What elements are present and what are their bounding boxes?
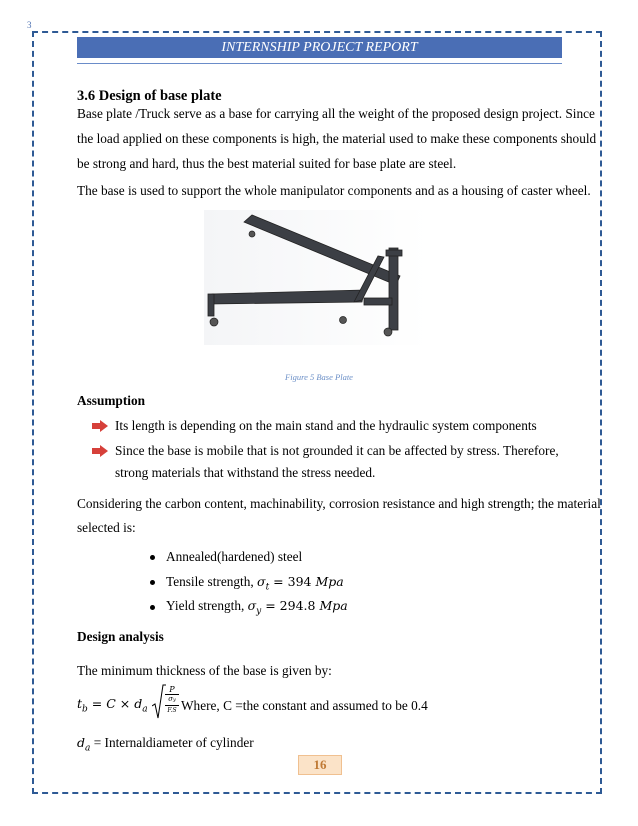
corner-mark: 3: [27, 20, 32, 30]
fraction-denominator: F.S: [165, 705, 179, 715]
subscript: a: [85, 743, 91, 754]
paragraph-line: Base plate /Truck serve as a base for carrying all the weight of the proposed design project. Since: [77, 106, 595, 121]
subscript: y: [172, 697, 176, 703]
paragraph: The base is used to support the whole manipulator components and as a housing of caster wheel.: [77, 183, 591, 198]
page-number: 16: [298, 755, 342, 775]
diameter-definition: [77, 735, 254, 757]
fraction-middle: [165, 694, 179, 705]
design-analysis-heading: Design analysis: [77, 629, 164, 644]
bullet-dot: [150, 555, 155, 560]
formula-symbol: t: [77, 696, 83, 711]
value: = 294.8: [261, 598, 320, 613]
arrow-bullet-icon: [92, 420, 108, 432]
report-header: INTERNSHIP PROJECT REPORT: [77, 37, 562, 58]
subscript: b: [82, 704, 88, 715]
sigma-symbol: σ: [247, 598, 257, 613]
assumption-item: Since the base is mobile that is not grounded it can be affected by stress. Therefore,: [115, 443, 559, 458]
section-heading: 3.6 Design of base plate: [77, 88, 222, 104]
formula-symbol: d: [77, 735, 86, 750]
unit: Mpa: [315, 574, 344, 589]
unit: Mpa: [319, 598, 348, 613]
arrow-bullet-icon: [92, 445, 108, 457]
paragraph-line: selected is:: [77, 520, 136, 535]
formula-expression: = C × d: [87, 696, 143, 711]
material-item: [166, 574, 344, 596]
bullet-dot: [150, 580, 155, 585]
subscript: a: [142, 704, 148, 715]
thickness-formula: [77, 696, 148, 726]
paragraph-line: Considering the carbon content, machinability, corrosion resistance and high strength; the material: [77, 496, 601, 511]
formula-fraction: [165, 685, 179, 715]
bullet-dot: [150, 605, 155, 610]
paragraph: The minimum thickness of the base is given by:: [77, 663, 332, 678]
value: = 394: [269, 574, 316, 589]
header-rule: [77, 63, 562, 64]
formula-explanation: Where, C =the constant and assumed to be 0.4: [181, 698, 428, 713]
base-plate-figure: [204, 210, 428, 345]
figure-caption: Figure 5 Base Plate: [285, 372, 353, 382]
paragraph-line: be strong and hard, thus the best material suited for base plate are steel.: [77, 156, 457, 171]
sigma-symbol: σ: [257, 574, 266, 589]
subscript: t: [265, 582, 270, 593]
material-item: Annealed(hardened) steel: [166, 549, 303, 564]
assumption-item: Its length is depending on the main stand and the hydraulic system components: [115, 418, 537, 433]
sigma-symbol: σ: [168, 695, 173, 703]
fraction-numerator: P: [169, 685, 175, 694]
material-label: Yield strength,: [166, 598, 248, 613]
material-item: [166, 598, 348, 620]
sqrt-icon: [152, 684, 166, 720]
definition-text: = Internaldiameter of cylinder: [90, 735, 254, 750]
assumption-item-continued: strong materials that withstand the stress needed.: [115, 465, 376, 480]
paragraph-line: the load applied on these components is high, the material used to make these components should: [77, 131, 597, 146]
assumption-heading: Assumption: [77, 393, 145, 408]
material-label: Tensile strength,: [166, 574, 258, 589]
subscript: y: [256, 606, 262, 617]
